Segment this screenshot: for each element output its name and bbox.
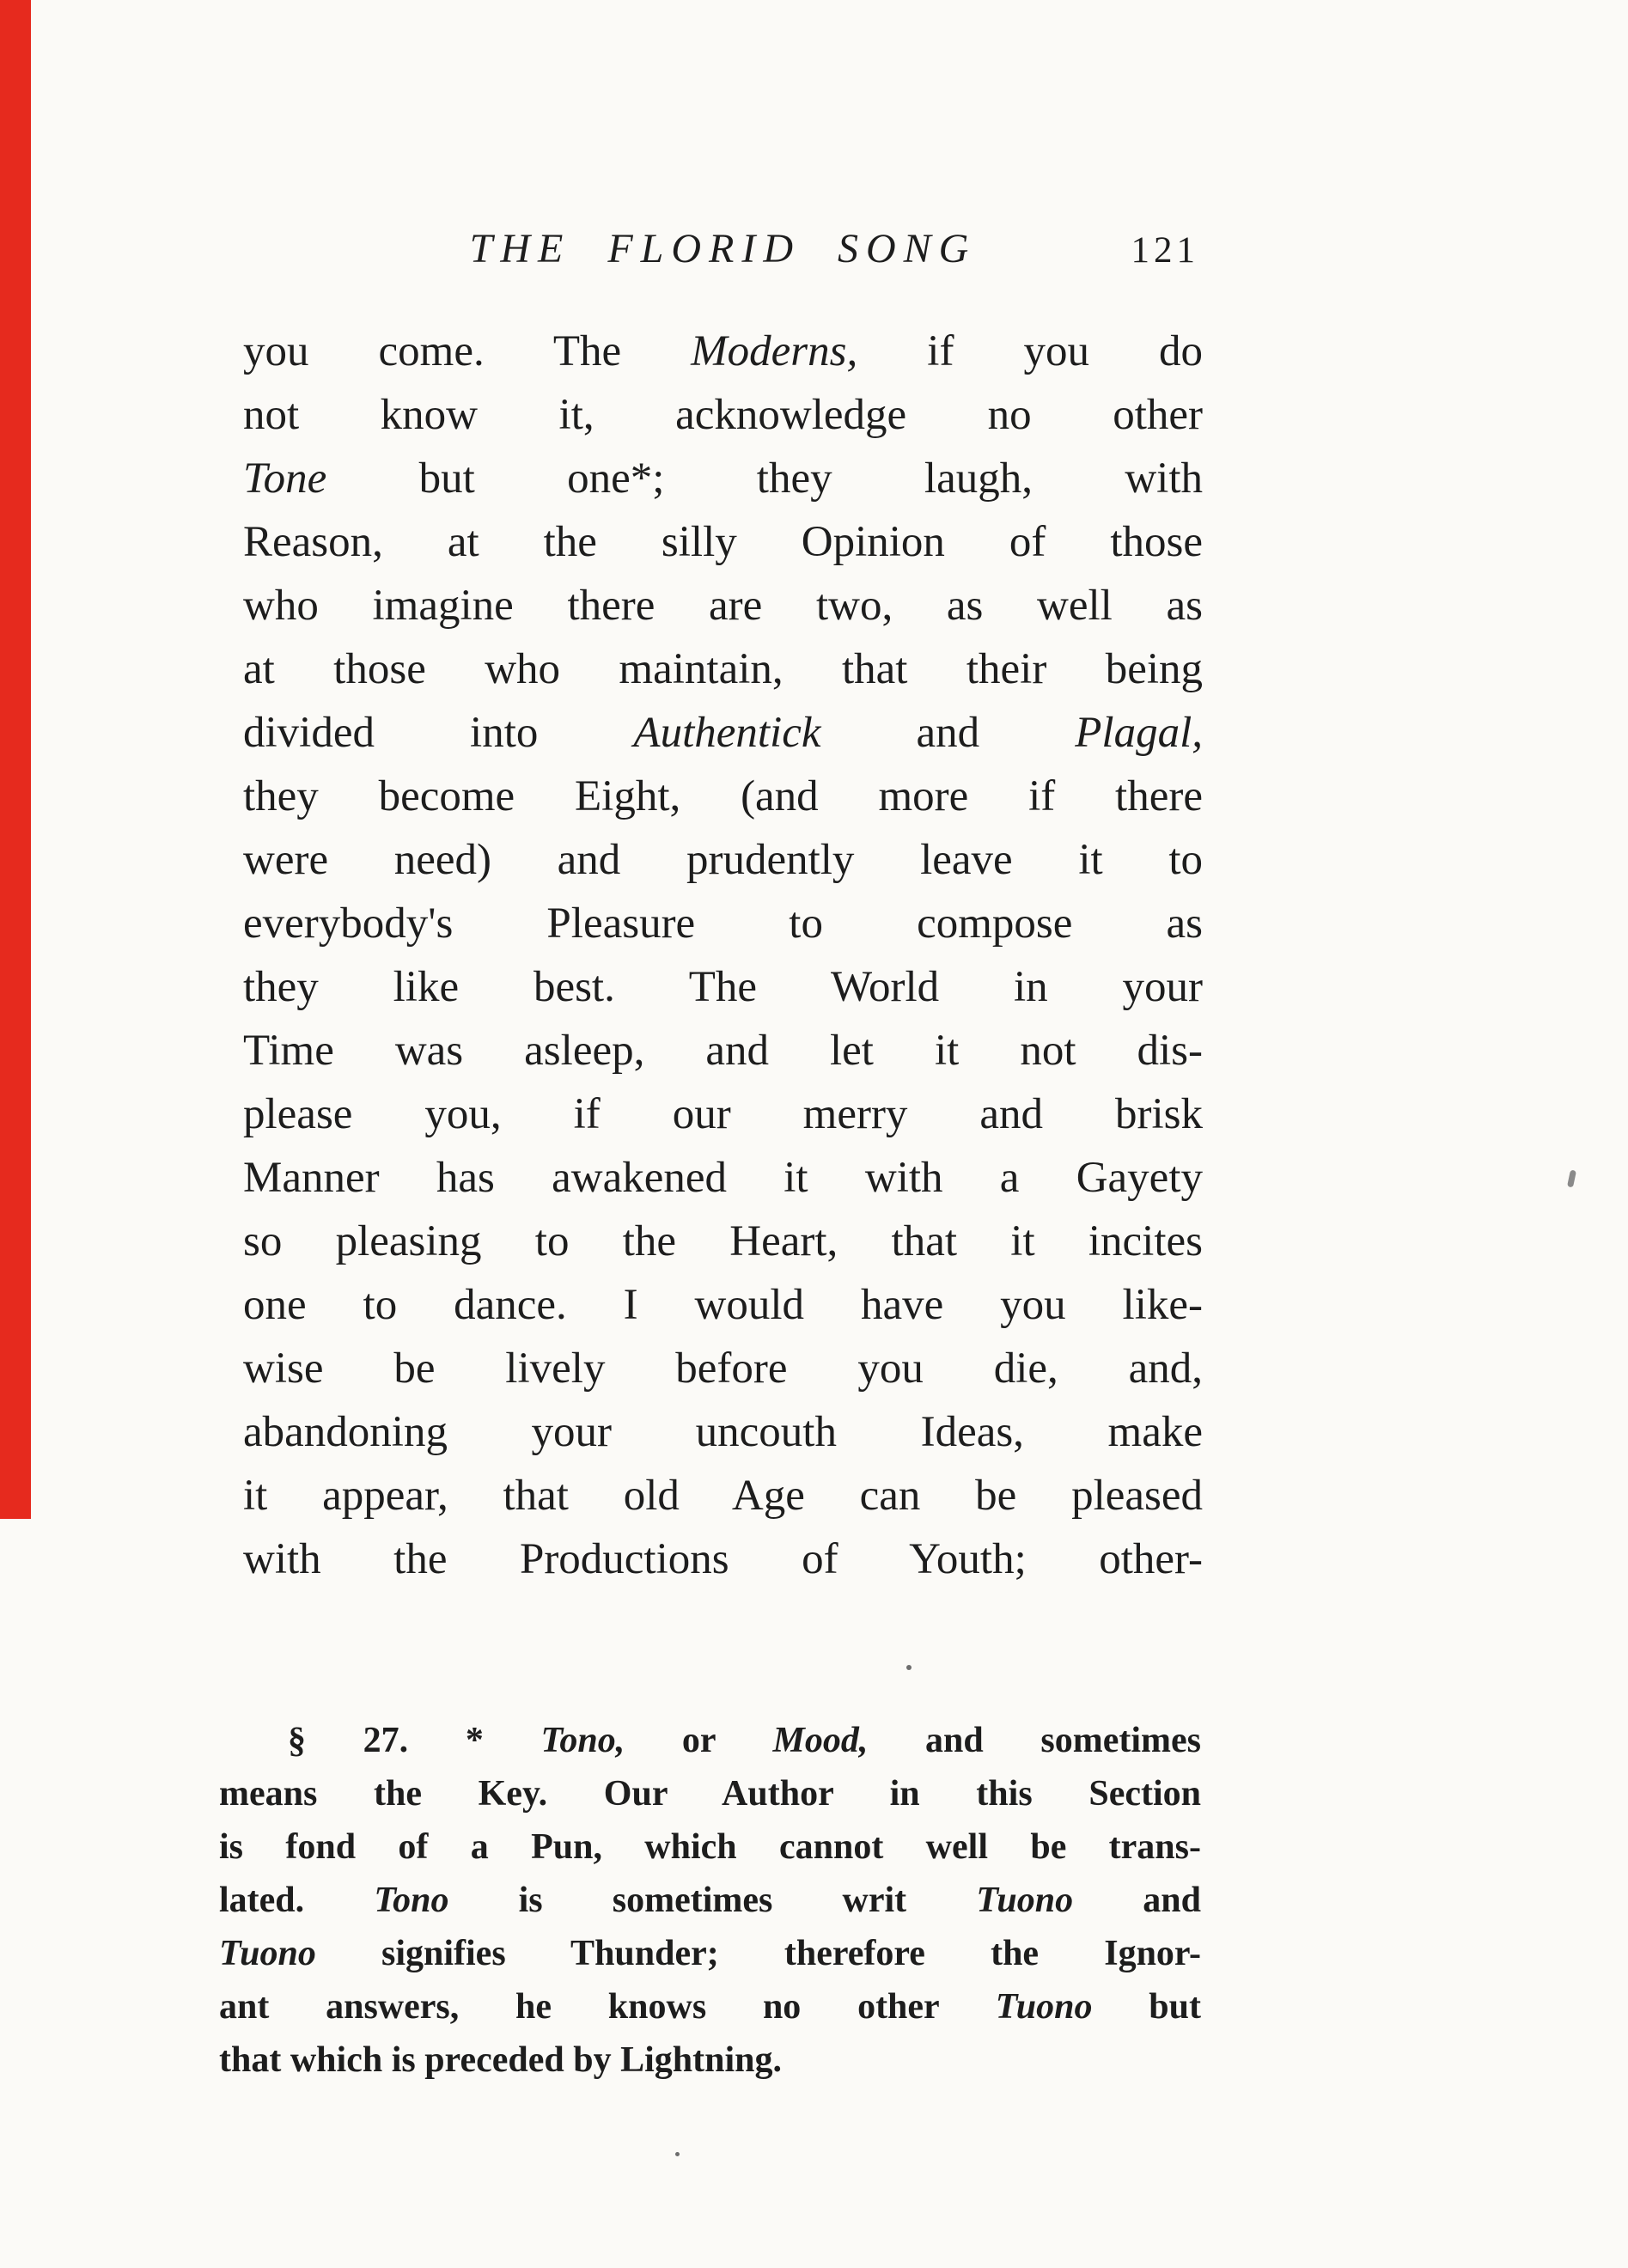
page-header: [243, 225, 1203, 285]
italic-text-segment: Mood,: [772, 1721, 869, 1760]
text-line: [243, 1527, 1203, 1591]
text-segment: you come. The: [243, 327, 692, 375]
scan-speck: [1567, 1169, 1576, 1187]
text-segment: at those who maintain, that their being: [243, 645, 1203, 693]
text-line: [243, 510, 1203, 574]
italic-text-segment: Tuono: [976, 1881, 1074, 1920]
text-line: [219, 1714, 1201, 1767]
text-line: [243, 701, 1203, 765]
text-line: [219, 2033, 1201, 2087]
text-segment: is fond of a Pun, which cannot well be trans-: [219, 1827, 1201, 1867]
text-line: [219, 1820, 1201, 1874]
text-line: [243, 1273, 1203, 1337]
text-line: [219, 1980, 1201, 2033]
text-segment: that which is preceded by Lightning.: [219, 2040, 782, 2080]
text-line: [243, 1464, 1203, 1527]
text-line: [243, 955, 1203, 1019]
text-segment: abandoning your uncouth Ideas, make: [243, 1408, 1203, 1456]
text-line: [243, 765, 1203, 828]
scan-speck: [675, 2152, 680, 2156]
text-line: [243, 1337, 1203, 1400]
text-segment: wise be lively before you die, and,: [243, 1344, 1203, 1393]
text-segment: divided into: [243, 709, 634, 757]
text-segment: but one*; they laugh, with: [326, 454, 1203, 503]
text-line: [243, 637, 1203, 701]
text-line: [243, 383, 1203, 447]
text-line: [243, 574, 1203, 637]
text-segment: it appear, that old Age can be pleased: [243, 1472, 1203, 1520]
text-segment: Time was asleep, and let it not dis-: [243, 1027, 1203, 1075]
text-segment: but: [1092, 1987, 1201, 2027]
text-segment: please you, if our merry and brisk: [243, 1090, 1203, 1138]
text-line: [243, 1400, 1203, 1464]
italic-text-segment: Authentick: [633, 709, 821, 757]
text-line: [243, 447, 1203, 510]
text-segment: lated.: [219, 1881, 375, 1920]
text-line: [219, 1927, 1201, 1980]
italic-text-segment: Tono: [374, 1881, 449, 1920]
text-segment: or: [625, 1721, 773, 1760]
italic-text-segment: Moderns,: [691, 327, 858, 375]
text-segment: so pleasing to the Heart, that it incites: [243, 1217, 1203, 1265]
text-line: [243, 1210, 1203, 1273]
text-segment: Manner has awakened it with a Gayety: [243, 1154, 1203, 1202]
text-segment: is sometimes writ: [448, 1881, 977, 1920]
text-segment: who imagine there are two, as well as: [243, 582, 1203, 630]
italic-text-segment: Tone: [243, 454, 327, 503]
page-number: 121: [1131, 230, 1199, 271]
text-line: [243, 1019, 1203, 1082]
body-text: [243, 320, 1203, 1591]
text-segment: § 27. *: [288, 1721, 541, 1760]
text-segment: not know it, acknowledge no other: [243, 391, 1203, 439]
italic-text-segment: Tuono: [219, 1934, 316, 1973]
text-segment: and sometimes: [868, 1721, 1202, 1760]
text-line: [243, 892, 1203, 955]
italic-text-segment: Plagal,: [1075, 709, 1203, 757]
text-segment: they like best. The World in your: [243, 963, 1203, 1011]
running-title: THE FLORID SONG: [469, 226, 977, 271]
text-segment: they become Eight, (and more if there: [243, 772, 1203, 820]
text-line: [243, 320, 1203, 383]
text-segment: ant answers, he knows no other: [219, 1987, 996, 2027]
text-segment: with the Productions of Youth; other-: [243, 1535, 1203, 1583]
text-segment: Reason, at the silly Opinion of those: [243, 518, 1203, 566]
italic-text-segment: Tono,: [540, 1721, 625, 1760]
text-segment: and: [820, 709, 1076, 757]
text-segment: if you do: [857, 327, 1204, 375]
italic-text-segment: Tuono: [995, 1987, 1093, 2027]
scan-speck: [906, 1665, 912, 1670]
text-line: [243, 1082, 1203, 1146]
text-segment: were need) and prudently leave it to: [243, 836, 1203, 884]
text-line: [243, 1146, 1203, 1210]
footnote: [219, 1714, 1201, 2087]
scan-edge-strip: [0, 0, 31, 1519]
text-line: [243, 828, 1203, 892]
text-segment: and: [1073, 1881, 1202, 1920]
text-line: [219, 1874, 1201, 1927]
text-segment: means the Key. Our Author in this Section: [219, 1774, 1201, 1814]
text-segment: signifies Thunder; therefore the Ignor-: [315, 1934, 1201, 1973]
text-segment: everybody's Pleasure to compose as: [243, 899, 1203, 948]
text-line: [219, 1767, 1201, 1820]
text-segment: one to dance. I would have you like-: [243, 1281, 1203, 1329]
